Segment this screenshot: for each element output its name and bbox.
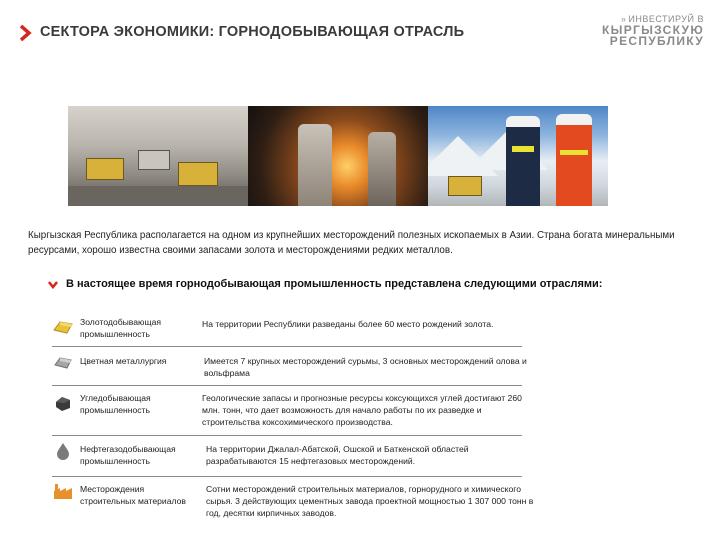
industry-desc: Имеется 7 крупных месторождений сурьмы, 3 основных месторождений олова и вольфрама xyxy=(204,356,527,378)
divider xyxy=(52,435,522,436)
oil-drop-icon xyxy=(52,442,74,460)
industry-desc: На территории Джалал-Абатской, Ошской и Баткенской областей разрабатываются 15 нефтегазовых месторождений. xyxy=(206,444,469,466)
logo xyxy=(602,14,704,47)
photo-engineers xyxy=(428,106,608,206)
divider xyxy=(52,476,522,477)
industry-desc: Сотни месторождений строительных материалов, горнорудного и химического сырья. 3 действующих цементных завода проектной мощностью 1 307 000 тонн в год, десятки кирпичных заводов. xyxy=(206,484,534,518)
divider xyxy=(52,385,522,386)
logo-line-3: РЕСПУБЛИКУ xyxy=(609,34,704,48)
industry-name: Месторождения строительных материалов xyxy=(80,484,186,506)
industry-name: Золотодобывающая промышленность xyxy=(80,317,162,339)
photo-mining-trucks xyxy=(68,106,248,206)
photo-strip xyxy=(68,106,608,206)
factory-icon xyxy=(52,482,74,500)
industry-desc: Геологические запасы и прогнозные ресурсы коксующихся углей достигают 260 млн. тонн, что дает возможность для начало работы по их разведке и строительства коксохимического производства. xyxy=(202,393,522,427)
chevron-right-icon xyxy=(18,24,32,42)
photo-smelting xyxy=(248,106,428,206)
gold-bar-icon xyxy=(52,318,74,336)
coal-icon xyxy=(52,394,74,412)
industry-name: Цветная металлургия xyxy=(80,356,167,366)
industry-desc: На территории Республики разведаны более 60 место рождений золота. xyxy=(202,319,494,329)
header xyxy=(0,0,720,70)
metal-ingot-icon xyxy=(52,354,74,372)
intro-text: Кыргызская Республика располагается на одном из крупнейших месторождений полезных ископаемых в Азии. Страна богата минеральными ресурсами, хорошо известна своими запасами золота и месторождениями редких металлов. xyxy=(28,230,675,256)
industry-name: Нефтегазодобывающая промышленность xyxy=(80,444,176,466)
page-title: СЕКТОРА ЭКОНОМИКИ: ГОРНОДОБЫВАЮЩАЯ ОТРАСЛЬ xyxy=(40,24,465,40)
logo-arrows-icon: » xyxy=(620,14,627,24)
section-title: В настоящее время горнодобывающая промышленность представлена следующими отраслями: xyxy=(66,278,603,290)
divider xyxy=(52,346,522,347)
logo-line-2: КЫРГЫЗСКУЮ xyxy=(602,23,704,37)
industry-name: Угледобывающая промышленность xyxy=(80,393,151,415)
chevron-down-icon xyxy=(48,281,58,289)
logo-line-1: ИНВЕСТИРУЙ В xyxy=(628,14,704,24)
